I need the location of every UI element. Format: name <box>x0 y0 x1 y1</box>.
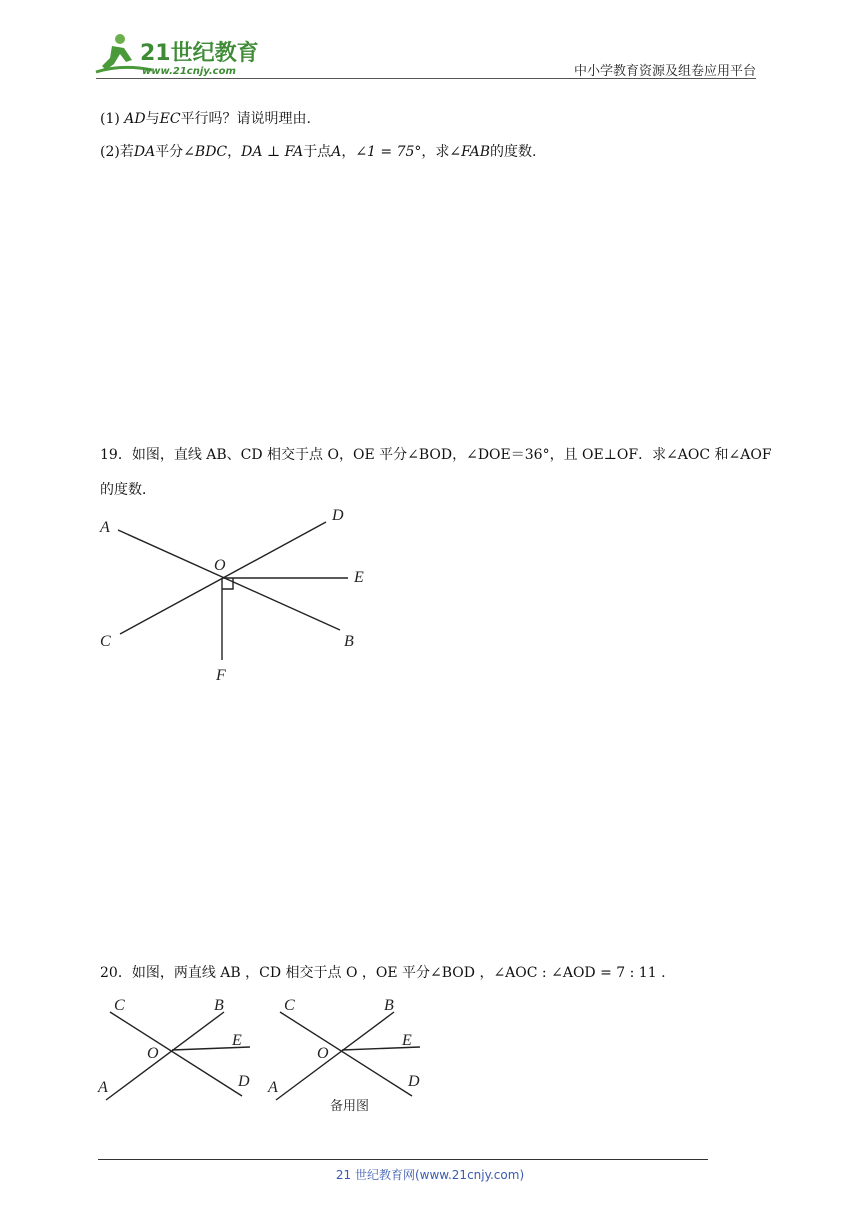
label-b: B <box>214 997 224 1014</box>
label-c: C <box>100 633 111 650</box>
site-logo <box>92 30 262 80</box>
label-d: D <box>238 1073 250 1090</box>
q18-part2 <box>100 141 537 161</box>
label-e: E <box>402 1032 412 1049</box>
label-a: A <box>268 1079 278 1096</box>
angle: ∠BDC <box>183 144 228 160</box>
label-o: O <box>317 1045 329 1062</box>
q19-diagram <box>90 500 380 690</box>
logo-url: www.21cnjy.com <box>142 66 236 77</box>
q18-part1 <box>100 108 311 128</box>
text: 平行吗？请说明理由. <box>180 111 312 127</box>
label-e: E <box>354 569 364 586</box>
spare-diagram-caption: 备用图 <box>330 1099 370 1114</box>
header-platform-text: 中小学教育资源及组卷应用平台 <box>573 64 756 79</box>
var-ad: AD <box>124 111 146 127</box>
var-ec: EC <box>159 111 181 127</box>
text: ⊥ <box>262 144 285 160</box>
text: ，求 <box>421 144 450 160</box>
text: 于点 <box>303 144 332 160</box>
text: 的度数. <box>490 144 537 160</box>
angle: ∠1 = 75° <box>355 144 422 160</box>
angle: ∠FAB <box>449 144 491 160</box>
text: ， <box>341 144 356 160</box>
q19-text-line1: 19．如图，直线 AB、CD 相交于点 O，OE 平分∠BOD，∠DOE＝36°，且 OE⊥OF．求∠AOC 和∠AOF <box>100 447 772 463</box>
q20-text-line1: 20．如图，两直线 AB ，CD 相交于点 O ，OE 平分∠BOD ，∠AOC : ∠AOD = 7 : 11 . <box>100 965 666 981</box>
label-b: B <box>384 997 394 1014</box>
logo-title: 21世纪教育 <box>140 41 259 66</box>
footer-link[interactable]: 21 世纪教育网(www.21cnjy.com) <box>335 1168 525 1182</box>
var: A <box>331 144 342 160</box>
label-c: C <box>114 997 125 1014</box>
q19-text-line2: 的度数． <box>100 482 156 498</box>
header-divider <box>96 78 756 79</box>
var: DA <box>241 144 263 160</box>
label-f: F <box>216 667 226 684</box>
q20-diagram-spare <box>262 992 432 1122</box>
label-b: B <box>344 633 354 650</box>
q18-part1-prefix: (1) <box>100 111 125 127</box>
var: DA <box>133 144 156 160</box>
label-d: D <box>332 507 344 524</box>
var: FA <box>284 144 304 160</box>
label-d: D <box>408 1073 420 1090</box>
line-ab <box>276 1012 394 1100</box>
q20-diagram-main <box>92 992 262 1110</box>
line-ab <box>118 530 340 630</box>
text: 与 <box>145 111 160 127</box>
line-ab <box>106 1012 224 1100</box>
q18-part2-prefix: (2)若 <box>100 144 134 160</box>
label-a: A <box>98 1079 108 1096</box>
text: 平分 <box>155 144 184 160</box>
label-o: O <box>214 557 226 574</box>
line-cd <box>280 1012 412 1096</box>
label-o: O <box>147 1045 159 1062</box>
label-e: E <box>232 1032 242 1049</box>
line-cd <box>110 1012 242 1096</box>
text: ， <box>227 144 242 160</box>
label-a: A <box>100 519 110 536</box>
footer-divider <box>98 1159 708 1160</box>
label-c: C <box>284 997 295 1014</box>
